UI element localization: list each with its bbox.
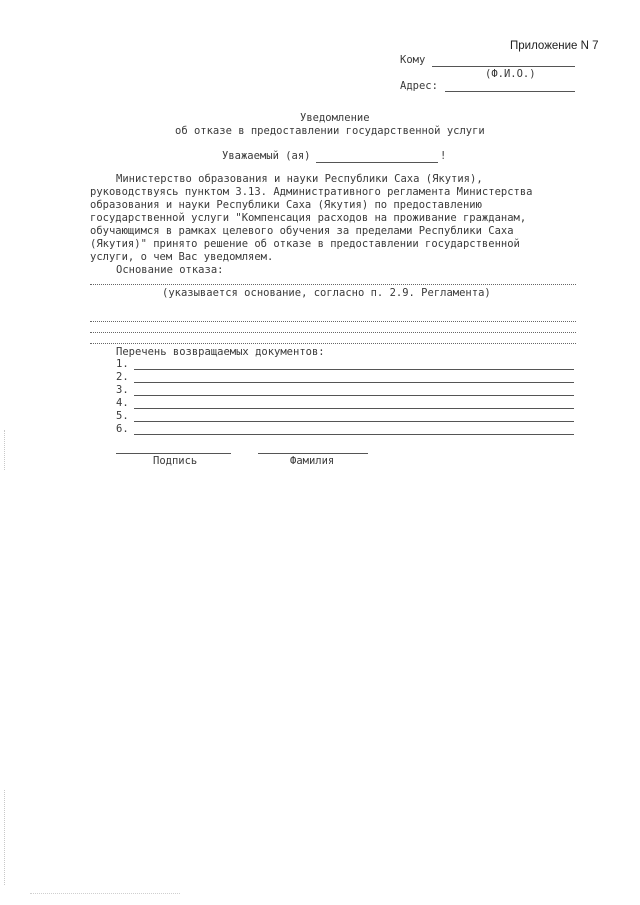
- document-item-number: 3.: [116, 384, 129, 396]
- notice-title: Уведомление: [300, 112, 370, 124]
- scan-margin-artifact: [4, 430, 7, 470]
- body-line-6: (Якутия)" принято решение об отказе в предоставлении государственной: [90, 238, 520, 250]
- reason-hint: (указывается основание, согласно п. 2.9. Регламента): [162, 287, 491, 299]
- document-item-number: 1.: [116, 358, 129, 370]
- address-field-line[interactable]: [445, 91, 575, 92]
- surname-label: Фамилия: [290, 455, 335, 467]
- body-line-1: Министерство образования и науки Республики Саха (Якутия),: [116, 173, 483, 185]
- document-item-line[interactable]: [134, 421, 574, 422]
- signature-line[interactable]: [116, 453, 231, 454]
- body-line-2: руководствуясь пунктом 3.13. Административного регламента Министерства: [90, 186, 533, 198]
- body-line-4: государственной услуги "Компенсация расходов на проживание гражданам,: [90, 212, 527, 224]
- surname-line[interactable]: [258, 453, 368, 454]
- notice-subtitle: об отказе в предоставлении государственной услуги: [175, 125, 485, 137]
- to-field-line[interactable]: [432, 66, 575, 67]
- body-line-5: обучающимся в рамках целевого обучения за пределами Республики Саха: [90, 225, 514, 237]
- address-label: Адрес:: [400, 80, 438, 92]
- fio-hint: (Ф.И.О.): [485, 68, 536, 80]
- salutation-name-line[interactable]: [316, 162, 438, 163]
- document-item-number: 4.: [116, 397, 129, 409]
- document-item-number: 5.: [116, 410, 129, 422]
- scan-bottom-artifact: [30, 893, 180, 894]
- document-item-line[interactable]: [134, 395, 574, 396]
- reason-label: Основание отказа:: [116, 264, 224, 276]
- document-item-line[interactable]: [134, 434, 574, 435]
- body-line-3: образования и науки Республики Саха (Якутия) по предоставлению: [90, 199, 482, 211]
- scan-margin-artifact: [4, 790, 7, 885]
- body-line-7: услуги, о чем Вас уведомляем.: [90, 251, 274, 263]
- documents-label: Перечень возвращаемых документов:: [116, 346, 325, 358]
- document-item-number: 2.: [116, 371, 129, 383]
- document-item-number: 6.: [116, 423, 129, 435]
- document-item-line[interactable]: [134, 382, 574, 383]
- signature-label: Подпись: [153, 455, 198, 467]
- document-item-line[interactable]: [134, 408, 574, 409]
- reason-line-2[interactable]: [90, 321, 576, 322]
- to-label: Кому: [400, 54, 426, 66]
- salutation-end: !: [440, 150, 447, 162]
- reason-line-4[interactable]: [90, 343, 576, 344]
- reason-line-1[interactable]: [90, 284, 576, 285]
- reason-line-3[interactable]: [90, 332, 576, 333]
- document-item-line[interactable]: [134, 369, 574, 370]
- salutation-text: Уважаемый (ая): [222, 150, 311, 162]
- appendix-label: Приложение N 7: [510, 40, 599, 52]
